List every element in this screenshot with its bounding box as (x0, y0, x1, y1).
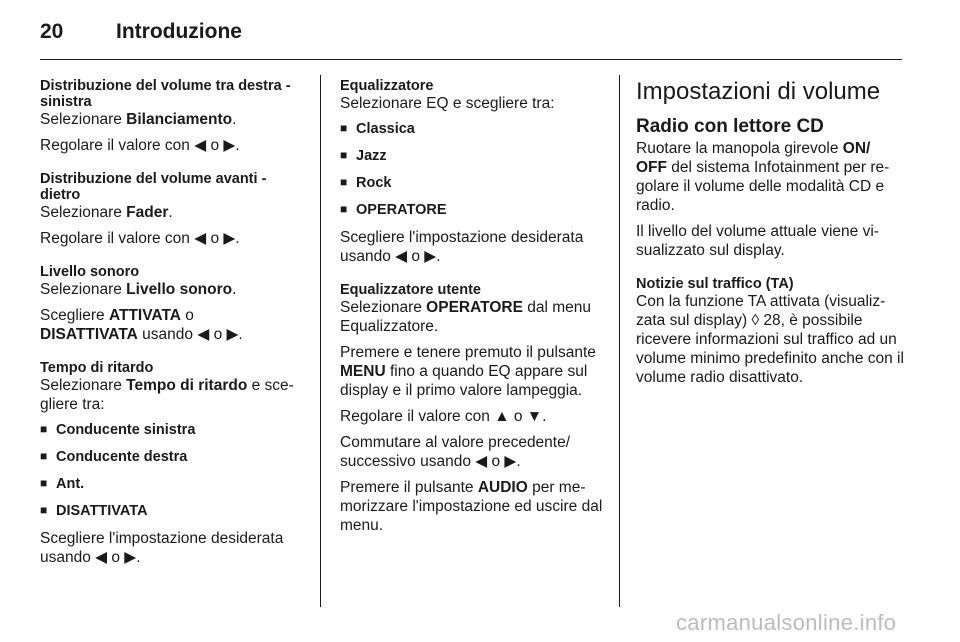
list-item: ■ Conducente destra (40, 448, 308, 467)
fader-section (40, 171, 308, 248)
ta-section (636, 276, 904, 387)
loudness-menu-item: Livello sonoro (126, 281, 233, 298)
balance-heading: Distribuzione del volume tra destra - sinistra (40, 78, 291, 110)
list-item: ■ DISATTIVATA (40, 502, 308, 521)
delay-heading: Tempo di ritardo (40, 360, 154, 376)
column-divider-1 (320, 75, 321, 607)
delay-footer: Scegliere l'impostazione desiderata usando ◀ o ▶. (40, 530, 284, 566)
delay-options-list (40, 421, 308, 521)
delay-select-line: Selezionare Tempo di ritardo e sce-gliere tra: (40, 377, 294, 413)
ta-p1: Con la funzione TA attivata (visualiz-zata sul display) ◊ 28, è possibile ricevere informazioni sul traffico ad un volume minimo predefinito anche con il volume radio disattivato. (636, 293, 904, 386)
radio-cd-p1: Ruotare la manopola girevole ON/ OFF del sistema Infotainment per re-golare il volume delle modalità CD e radio. (636, 140, 890, 214)
eq-heading: Equalizzatore (340, 78, 434, 94)
radio-cd-heading: Radio con lettore CD (636, 116, 824, 137)
eq-section (340, 78, 605, 266)
eq-intro: Selezionare EQ e scegliere tra: (340, 95, 555, 112)
fader-adjust-line: Regolare il valore con ◀ o ▶. (40, 230, 240, 247)
user-eq-section (340, 282, 605, 535)
list-item: ■ Classica (340, 120, 605, 139)
balance-menu-item: Bilanciamento (126, 111, 233, 128)
fader-menu-item: Fader (126, 204, 169, 221)
list-item: ■ Rock (340, 174, 605, 193)
user-eq-p1: Selezionare OPERATORE dal menu Equalizzatore. (340, 299, 591, 335)
left-column (40, 78, 308, 583)
list-item: ■ Ant. (40, 475, 308, 494)
eq-options-list (340, 120, 605, 220)
loudness-section (40, 264, 308, 344)
eq-footer: Scegliere l'impostazione desiderata usando ◀ o ▶. (340, 229, 584, 265)
loudness-heading: Livello sonoro (40, 264, 140, 280)
page-title: Introduzione (116, 20, 242, 43)
user-eq-p3: Regolare il valore con ▲ o ▼. (340, 408, 547, 425)
loudness-choose-line: Scegliere ATTIVATA o DISATTIVATA usando ◀ o ▶. (40, 307, 243, 343)
delay-section (40, 360, 308, 567)
loudness-select-line: Selezionare Livello sonoro. (40, 281, 237, 298)
list-item: ■ Jazz (340, 147, 605, 166)
fader-select-line: Selezionare Fader. (40, 204, 173, 221)
ta-heading: Notizie sul traffico (TA) (636, 276, 794, 292)
user-eq-heading: Equalizzatore utente (340, 282, 481, 298)
user-eq-p4: Commutare al valore precedente/ successivo usando ◀ o ▶. (340, 434, 571, 470)
watermark-text: carmanualsonline.info (676, 610, 897, 635)
header-rule (40, 59, 902, 60)
balance-adjust-line: Regolare il valore con ◀ o ▶. (40, 137, 240, 154)
balance-select-line: Selezionare Bilanciamento. (40, 111, 237, 128)
list-item: ■ Conducente sinistra (40, 421, 308, 440)
middle-column (340, 78, 605, 551)
radio-cd-section (636, 117, 904, 260)
volume-settings-title: Impostazioni di volume (636, 78, 881, 105)
user-eq-p5: Premere il pulsante AUDIO per me-morizzare l'impostazione ed uscire dal menu. (340, 479, 603, 534)
page-number: 20 (40, 20, 64, 43)
delay-menu-item: Tempo di ritardo (126, 377, 248, 394)
right-column (636, 78, 904, 403)
column-divider-2 (619, 75, 620, 607)
fader-heading: Distribuzione del volume avanti - dietro (40, 171, 267, 203)
list-item: ■ OPERATORE (340, 201, 605, 220)
radio-cd-p2: Il livello del volume attuale viene vi-sualizzato sul display. (636, 223, 879, 259)
balance-section (40, 78, 308, 155)
user-eq-p2: Premere e tenere premuto il pulsante MENU fino a quando EQ appare sul display e il primo valore lampeggia. (340, 344, 596, 399)
